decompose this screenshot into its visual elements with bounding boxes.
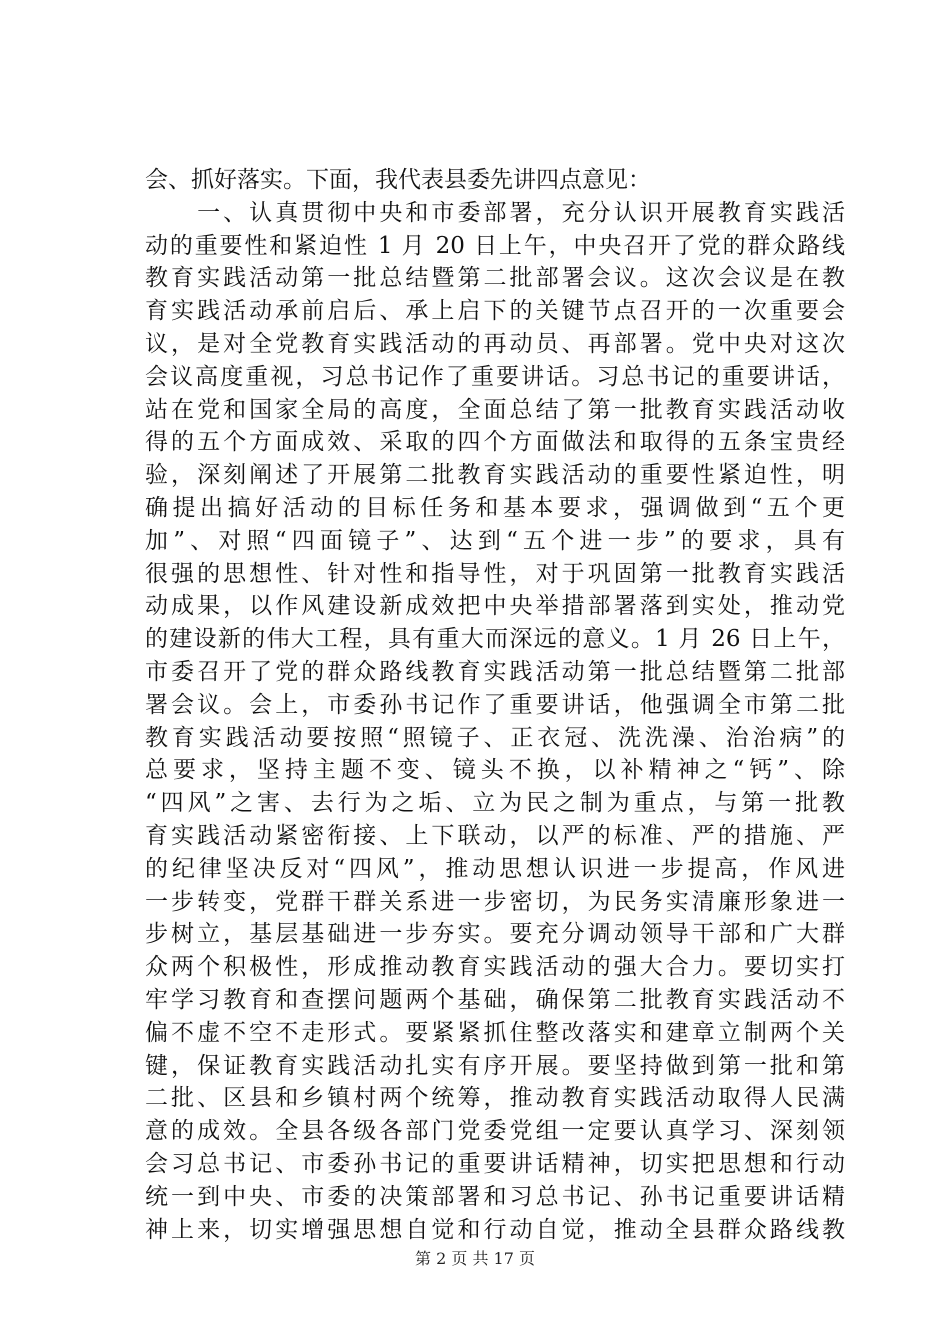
text-line: 得的五个方面成效、采取的四个方面做法和取得的五条宝贵经 <box>145 429 845 456</box>
text-line: 统一到中央、市委的决策部署和习总书记、孙书记重要讲话精 <box>145 1183 845 1210</box>
text-line: 众两个积极性，形成推动教育实践活动的强大合力。要切实打 <box>145 954 845 981</box>
text-line: 键，保证教育实践活动扎实有序开展。要坚持做到第一批和第 <box>145 1052 845 1079</box>
text-line: 动成果，以作风建设新成效把中央举措部署落到实处，推动党 <box>145 593 845 620</box>
text-line: 加”、对照“四面镜子”、达到“五个进一步”的要求，具有 <box>145 527 845 554</box>
text-line: 牢学习教育和查摆问题两个基础，确保第二批教育实践活动不 <box>145 986 845 1013</box>
text-line: 验，深刻阐述了开展第二批教育实践活动的重要性紧迫性，明 <box>145 462 845 489</box>
text-line: 站在党和国家全局的高度，全面总结了第一批教育实践活动收 <box>145 396 845 423</box>
text-line: 教育实践活动要按照“照镜子、正衣冠、洗洗澡、治治病”的 <box>145 724 845 751</box>
text-line: 市委召开了党的群众路线教育实践活动第一批总结暨第二批部 <box>145 658 845 685</box>
text-line: 育实践活动承前启后、承上启下的关键节点召开的一次重要会 <box>145 298 845 325</box>
text-line: 很强的思想性、针对性和指导性，对于巩固第一批教育实践活 <box>145 560 845 587</box>
text-line: 步树立，基层基础进一步夯实。要充分调动领导干部和广大群 <box>145 921 845 948</box>
text-line: 神上来，切实增强思想自觉和行动自觉，推动全县群众路线教 <box>145 1216 845 1243</box>
text-line: 动的重要性和紧迫性 1 月 20 日上午，中央召开了党的群众路线 <box>145 232 845 259</box>
text-line: 的纪律坚决反对“四风”，推动思想认识进一步提高，作风进 <box>145 855 845 882</box>
text-line: 一、认真贯彻中央和市委部署，充分认识开展教育实践活 <box>145 199 845 226</box>
text-line: 会议高度重视，习总书记作了重要讲话。习总书记的重要讲话， <box>145 363 845 390</box>
text-line: 育实践活动紧密衔接、上下联动，以严的标准、严的措施、严 <box>145 822 845 849</box>
text-line: 总要求，坚持主题不变、镜头不换，以补精神之“钙”、除 <box>145 757 845 784</box>
text-line: 的建设新的伟大工程，具有重大而深远的意义。1 月 26 日上午， <box>145 626 845 653</box>
page-footer: 第 2 页 共 17 页 <box>415 1249 535 1268</box>
text-line: 会习总书记、市委孙书记的重要讲话精神，切实把思想和行动 <box>145 1150 845 1177</box>
document-body <box>145 164 845 1246</box>
text-line: 意的成效。全县各级各部门党委党组一定要认真学习、深刻领 <box>145 1118 845 1145</box>
text-line: 署会议。会上，市委孙书记作了重要讲话，他强调全市第二批 <box>145 691 845 718</box>
text-line: 议，是对全党教育实践活动的再动员、再部署。党中央对这次 <box>145 330 845 357</box>
text-line: “四风”之害、去行为之垢、立为民之制为重点，与第一批教 <box>145 790 845 817</box>
text-line: 二批、区县和乡镇村两个统筹，推动教育实践活动取得人民满 <box>145 1085 845 1112</box>
text-line: 确提出搞好活动的目标任务和基本要求，强调做到“五个更 <box>145 494 845 521</box>
text-line: 偏不虚不空不走形式。要紧紧抓住整改落实和建章立制两个关 <box>145 1019 845 1046</box>
text-line: 一步转变，党群干群关系进一步密切，为民务实清廉形象进一 <box>145 888 845 915</box>
text-line: 会、抓好落实。下面，我代表县委先讲四点意见： <box>145 167 651 193</box>
text-line: 教育实践活动第一批总结暨第二批部署会议。这次会议是在教 <box>145 265 845 292</box>
